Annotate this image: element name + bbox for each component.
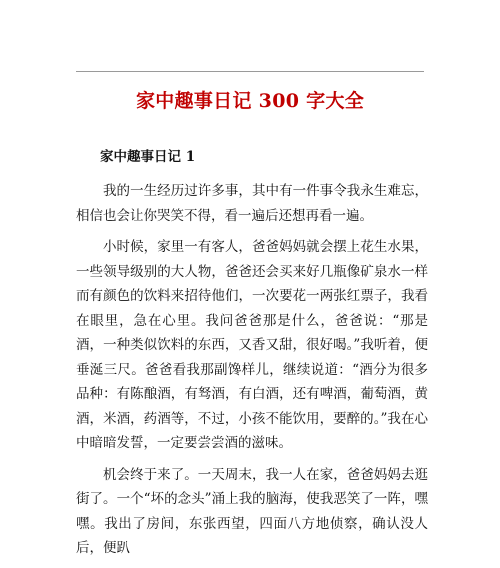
header-rule — [76, 71, 424, 72]
section-heading: 家中趣事日记 1 — [100, 149, 196, 165]
paragraph-3: 机会终于来了。一天周末，我一人在家，爸爸妈妈去逛街了。一个“坏的念头”涌上我的脑海，使我恶笑了一阵，嘿嘿。我出了房间，东张西望，四面八方地侦察，确认没人后，便趴 — [76, 466, 428, 556]
document-title: 家中趣事日记 300 字大全 — [135, 90, 365, 112]
document-body — [76, 147, 428, 568]
paragraph-2: 小时候，家里一有客人，爸爸妈妈就会摆上花生水果，一些领导级别的大人物，爸爸还会买来好几瓶像矿泉水一样而有颜色的饮料来招待他们，一次要花一两张红票子，我看在眼里，急在心里。我问爸爸那是什么，爸爸说：“那是酒，一种类似饮料的东西，又香又甜，很好喝。”我听着，便垂涎三尺。爸爸看我那副馋样儿，继续说道：“酒分为很多品种：有陈酿酒，有驽酒，有白酒，还有啤酒，葡萄酒，黄酒，米酒，药酒等，不过，小孩不能饮用，要醉的。”我在心中暗暗发誓，一定要尝尝酒的滋味。 — [76, 239, 428, 451]
paragraph-1: 我的一生经历过许多事，其中有一件事令我永生难忘，相信也会让你哭笑不得，看一遍后还想再看一遍。 — [76, 183, 428, 224]
